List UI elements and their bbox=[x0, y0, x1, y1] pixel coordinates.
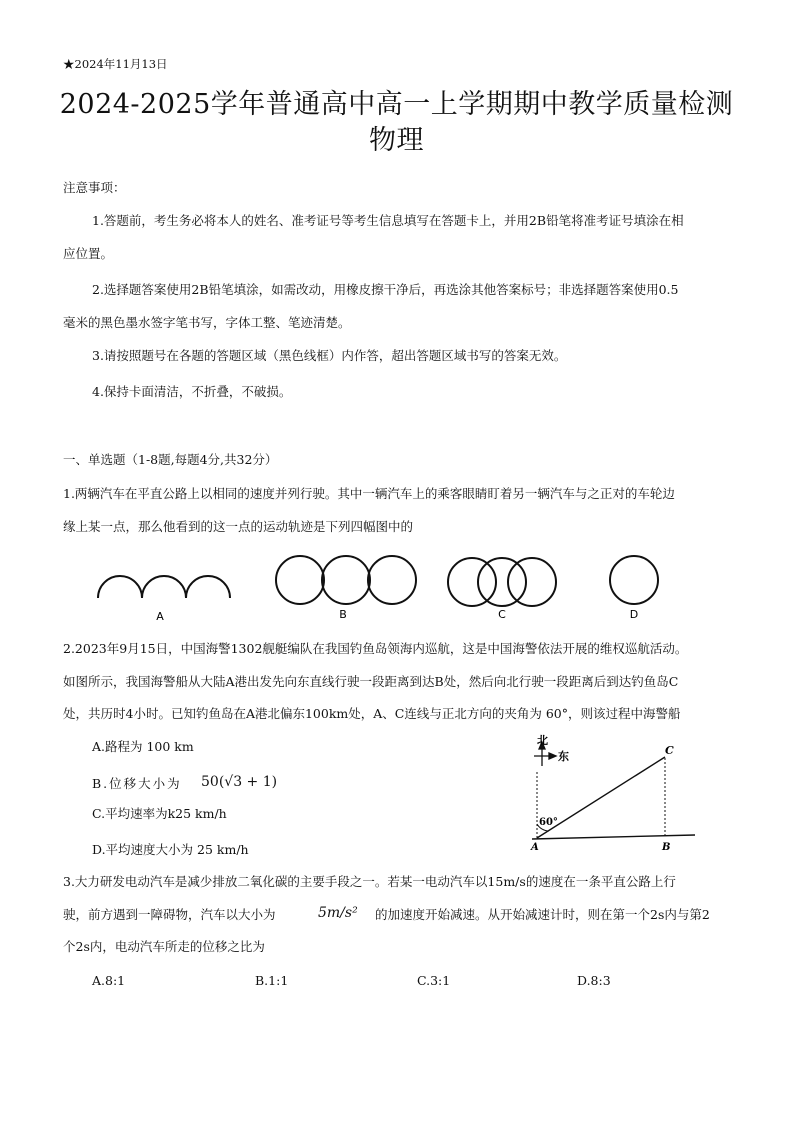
notice-item-2-line-2: 毫米的黑色墨水签字笔书写，字体工整、笔迹清楚。 bbox=[63, 315, 351, 330]
q1-trajectory-figure bbox=[90, 548, 680, 628]
compass-east-label: 东 bbox=[558, 750, 569, 763]
q3-line-1: 3.大力研发电动汽车是减少排放二氧化碳的主要手段之一。若某一电动汽车以15m/s的速度在一条平直公路上行 bbox=[63, 874, 676, 889]
q3-option-b: B.1:1 bbox=[255, 973, 289, 988]
q1-line-2: 缘上某一点，那么他看到的这一点的运动轨迹是下列四幅图中的 bbox=[63, 519, 414, 534]
q3-option-c: C.3:1 bbox=[417, 973, 451, 988]
q3-line-3: 个2s内，电动汽车所走的位移之比为 bbox=[63, 939, 265, 954]
q2-option-b-math: 50(√3 + 1) bbox=[201, 774, 278, 790]
notice-item-2-line-1: 2.选择题答案使用2B铅笔填涂，如需改动，用橡皮擦干净后，再选涂其他答案标号；非选择题答案使用0.5 bbox=[92, 282, 679, 297]
q2-option-d: D.平均速度大小为 25 km/h bbox=[92, 842, 249, 857]
q2-navigation-figure bbox=[520, 732, 700, 857]
option-c-label: C bbox=[498, 608, 506, 621]
q2-line-3: 处，共历时4小时。已知钓鱼岛在A港北偏东100km处，A、C连线与正北方向的夹角为 60°，则该过程中海警船 bbox=[63, 706, 681, 721]
point-c-label: C bbox=[665, 744, 674, 757]
notice-item-1-line-2: 应位置。 bbox=[63, 246, 114, 261]
option-c-circle-3 bbox=[508, 558, 556, 606]
option-c-circle-1 bbox=[448, 558, 496, 606]
q2-line-1: 2.2023年9月15日，中国海警1302舰艇编队在我国钓鱼岛领海内巡航，这是中国海警依法开展的维权巡航活动。 bbox=[63, 641, 688, 656]
exam-title: 2024-2025学年普通高中高一上学期期中教学质量检测 bbox=[59, 89, 734, 120]
section-heading: 一、单选题（1-8题,每题4分,共32分） bbox=[63, 452, 278, 467]
option-d-label: D bbox=[629, 608, 639, 621]
notice-item-1-line-1: 1.答题前，考生务必将本人的姓名、准考证号等考生信息填写在答题卡上，并用2B铅笔将准考证号填涂在相 bbox=[92, 213, 684, 228]
q2-line-2: 如图所示，我国海警船从大陆A港出发先向东直线行驶一段距离到达B处，然后向北行驶一段距离后到达钓鱼岛C bbox=[63, 674, 679, 689]
notice-item-3: 3.请按照题号在各题的答题区域（黑色线框）内作答，超出答题区域书写的答案无效。 bbox=[92, 348, 567, 363]
option-b-circle-3 bbox=[368, 556, 416, 604]
option-b-circle-2 bbox=[322, 556, 370, 604]
q3-line-2-pre: 驶，前方遇到一障碍物，汽车以大小为 bbox=[63, 907, 276, 922]
notice-heading: 注意事项： bbox=[63, 180, 126, 195]
point-a-label: A bbox=[531, 842, 539, 853]
q3-acceleration-math: 5m/s² bbox=[318, 905, 358, 921]
option-a-label: A bbox=[156, 610, 164, 623]
notice-item-4: 4.保持卡面清洁，不折叠，不破损。 bbox=[92, 384, 292, 399]
q2-option-a: A.路程为 100 km bbox=[92, 739, 194, 754]
compass-north-label: 北 bbox=[537, 734, 548, 747]
angle-label: 60° bbox=[539, 817, 558, 828]
q2-option-b-text: B.位移大小为 bbox=[92, 776, 182, 791]
q2-option-c: C.平均速率为k25 km/h bbox=[92, 806, 227, 821]
option-b-circle-1 bbox=[276, 556, 324, 604]
q1-line-1: 1.两辆汽车在平直公路上以相同的速度并列行驶。其中一辆汽车上的乘客眼睛盯着另一辆汽车与之正对的车轮边 bbox=[63, 486, 675, 501]
q3-option-d: D.8:3 bbox=[577, 973, 611, 988]
option-b-label: B bbox=[339, 608, 347, 621]
option-a-cycloid bbox=[98, 576, 230, 598]
east-baseline bbox=[532, 835, 695, 839]
option-c-circle-2 bbox=[478, 558, 526, 606]
option-d-circle bbox=[610, 556, 658, 604]
exam-subject: 物理 bbox=[369, 125, 424, 156]
q3-option-a: A.8:1 bbox=[92, 973, 126, 988]
point-b-label: B bbox=[662, 842, 671, 853]
q3-line-2-post: 的加速度开始减速。从开始减速计时，则在第一个2s内与第2 bbox=[375, 907, 710, 922]
exam-date: ★2024年11月13日 bbox=[63, 57, 168, 71]
